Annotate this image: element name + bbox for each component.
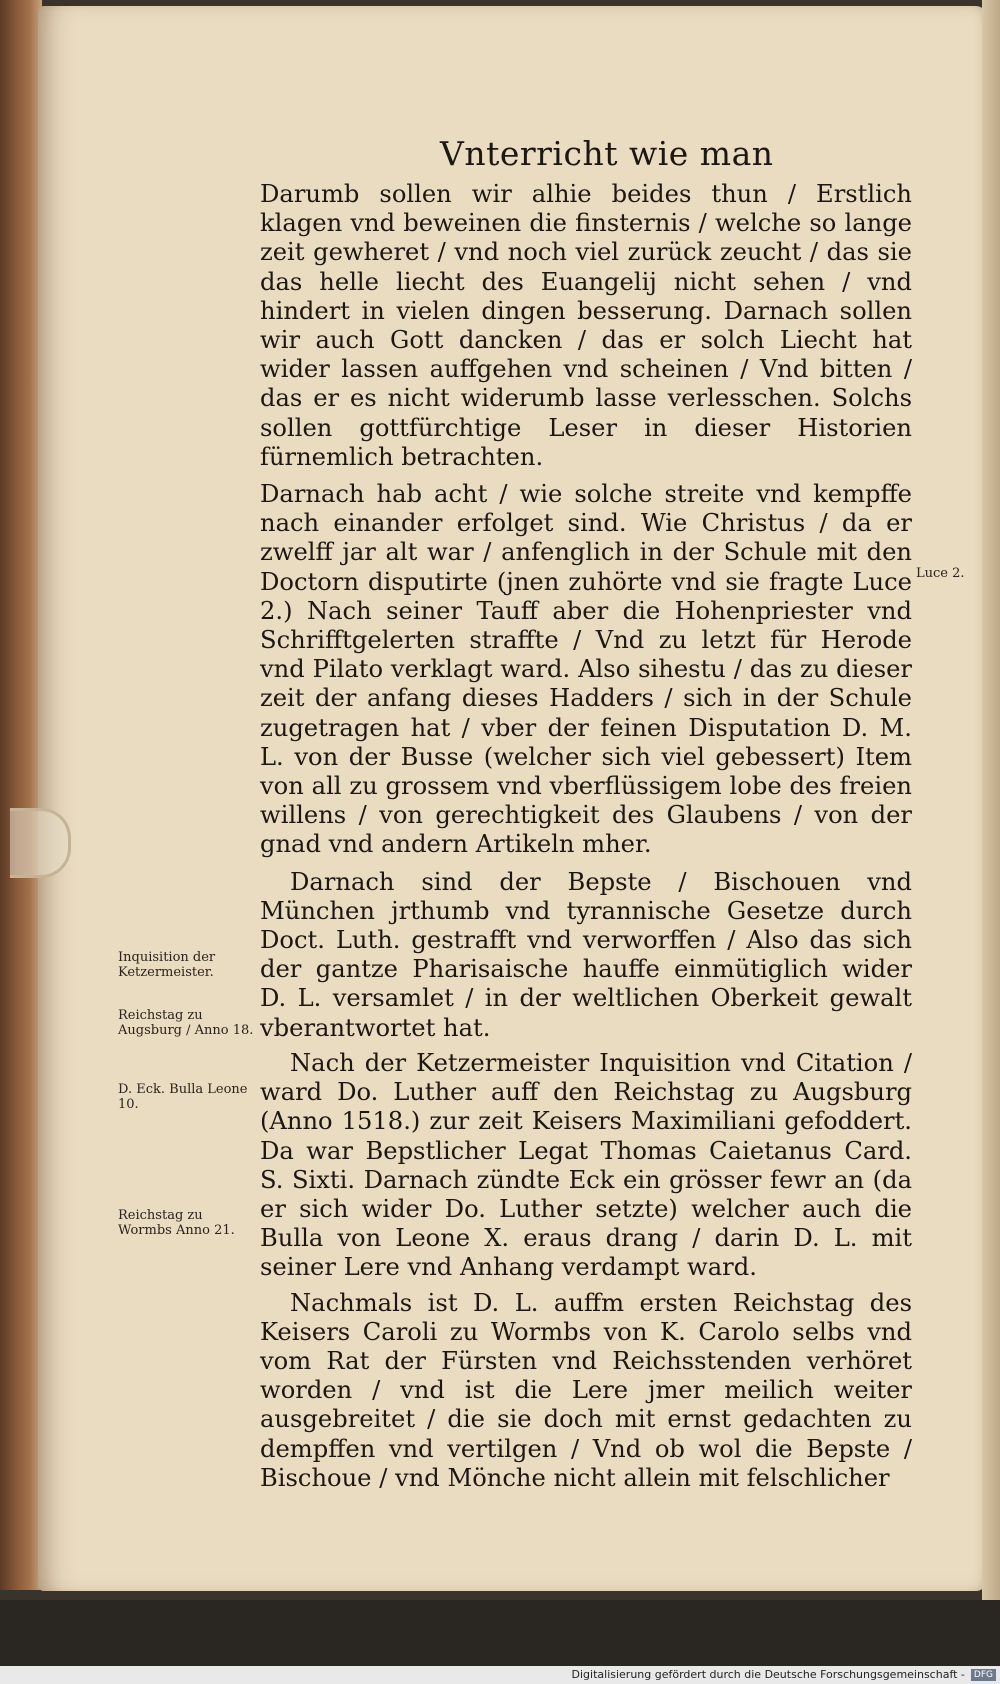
- paragraph-3: Darnach sind der Bepste / Bischouen vnd München jrthumb vnd tyrannische Gesetze durch Doct. Luth. gestrafft vnd verworffen / Also das sich der gantze Pharisaische hauffe einmütiglich wider D. L. versamlet / in der weltlichen Oberkeit gewalt vberantwortet hat.: [260, 867, 912, 1042]
- margin-note-luce: Luce 2.: [916, 566, 965, 581]
- paragraph-2: Darnach hab acht / wie solche streite vnd kempffe nach einander erfolget sind. Wie Christus / da er zwelff jar alt war / anfenglich in der Schule mit den Doctorn disputirte (jnen zuhörte vnd sie fragte Luce 2.) Nach seiner Tauff aber die Hohenpriester vnd Schrifftgelerten straffte / Vnd zu letzt für Herode vnd Pilato verklagt ward. Also sihestu / das zu dieser zeit der anfang dieses Hadders / sich in der Schule zugetragen hat / vber der feinen Disputation D. M. L. von der Busse (welcher sich viel gebessert) Item von all zu grossem vnd vberflüssigem lobe des freien willens / von gerechtigkeit des Glaubens / von der gnad vnd andern Artikeln mher.: [260, 480, 912, 859]
- margin-note-eck: D. Eck. Bulla Leone 10.: [118, 1082, 248, 1112]
- paragraph-5: Nachmals ist D. L. auffm ersten Reichstag des Keisers Caroli zu Wormbs von K. Carolo selbs vnd vom Rat der Fürsten vnd Reichsstenden verhöret worden / vnd ist die Lere jmer meilich weiter ausgebreitet / die sie doch mit ernst gedachten zu dempffen vnd vertilgen / Vnd ob wol die Bepste / Bischoue / vnd Mönche nicht allein mit felschlicher: [260, 1288, 912, 1492]
- footer-bar: [0, 1666, 1000, 1684]
- page-right-edge: [982, 0, 1000, 1600]
- margin-note-wormbs: Reichstag zu Wormbs Anno 21.: [118, 1208, 235, 1238]
- dfg-logo-icon: DFG: [971, 1669, 996, 1681]
- running-head: Vnterricht wie man: [440, 134, 774, 173]
- paragraph-4: Nach der Ketzermeister Inquisition vnd Citation / ward Do. Luther auff den Reichstag zu Augsburg (Anno 1518.) zur zeit Keisers Maximiliani gefoddert. Da war Bepstlicher Legat Thomas Caietanus Card. S. Sixti. Darnach zündte Eck ein grösser fewr an (da er sich wider Do. Luther setzte) welcher auch die Bulla von Leone X. eraus drang / darin D. L. mit seiner Lere vnd Anhang verdampt ward.: [260, 1048, 912, 1282]
- margin-note-inquisition: Inquisition der Ketzermeister.: [118, 950, 216, 980]
- page-tab: [10, 808, 71, 878]
- margin-note-augsburg: Reichstag zu Augsburg / Anno 18.: [118, 1008, 254, 1038]
- paragraph-1: Darumb sollen wir alhie beides thun / Erstlich klagen vnd beweinen die finsternis / welche so lange zeit gewheret / vnd noch viel zurück zeucht / das sie das helle liecht des Euangelij nicht sehen / vnd hindert in vielen dingen besserung. Darnach sollen wir auch Gott dancken / das er solch Liecht hat wider lassen auffgehen vnd scheinen / Vnd bitten / das er es nicht widerumb lasse verlesschen. Solchs sollen gottfürchtige Leser in dieser Historien fürnemlich betrachten.: [260, 180, 912, 471]
- body-text: [260, 180, 912, 1499]
- book-edge: [0, 0, 42, 1590]
- footer-text: Digitalisierung gefördert durch die Deutsche Forschungsgemeinschaft -: [571, 1668, 965, 1681]
